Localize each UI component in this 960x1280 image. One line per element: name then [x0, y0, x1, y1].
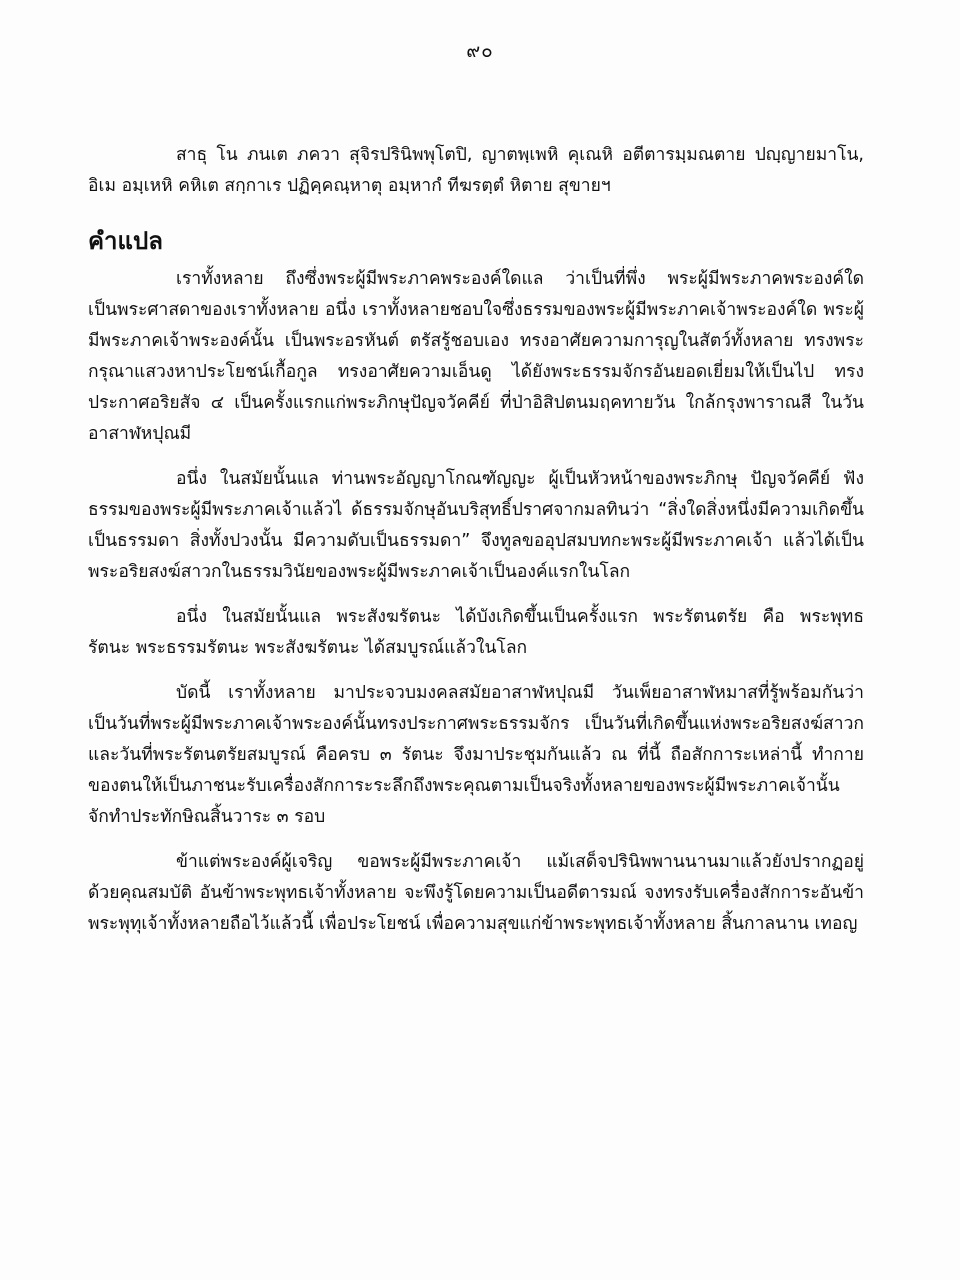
paragraph-line: บัดนี้ เราทั้งหลาย มาประจวบมงคลสมัยอาสาฬหปุณมี วันเพ็ยอาสาฬหมาสที่รู้พร้อมกันว่า: [176, 683, 864, 703]
paragraph-line: พระอริยสงฆ์สาวกในธรรมวินัยของพระผู้มีพระภาคเจ้าเป็นองค์แรกในโลก: [88, 562, 631, 582]
pali-line: สาธุ โน ภนเต ภควา สุจิรปรินิพพุโตปิ, ญาตพฺเพหิ คุเณหิ อตีตารมฺมณตาย ปญฺญายมาโน,: [176, 145, 864, 165]
paragraph: [88, 464, 864, 588]
paragraph-line: อาสาฬหปุณมี: [88, 424, 192, 444]
paragraph-line: ข้าแต่พระองค์ผู้เจริญ ขอพระผู้มีพระภาคเจ้า แม้เสด็จปรินิพพานนานมาแล้วยังปรากฏอยู่: [176, 852, 864, 872]
paragraph: [88, 847, 864, 940]
paragraph: [88, 264, 864, 450]
section-heading: คำแปล: [88, 227, 163, 255]
paragraph-line: เป็นธรรมดา สิ่งทั้งปวงนั้น มีความดับเป็นธรรมดา” จึงทูลขออุปสมบทกะพระผู้มีพระภาคเจ้า แล้วได้เป็น: [88, 531, 864, 551]
paragraph-line: ประกาศอริยสัจ ๔ เป็นครั้งแรกแก่พระภิกษุปัญจวัคคีย์ ที่ป่าอิสิปตนมฤคทายวัน ใกล้กรุงพาราณสี ในวัน: [88, 393, 864, 413]
pali-verse: [88, 140, 864, 202]
paragraph-line: และวันที่พระรัตนตรัยสมบูรณ์ คือครบ ๓ รัตนะ จึงมาประชุมกันแล้ว ณ ที่นี้ ถือสักการะเหล่านี้ ทำกาย: [88, 745, 864, 765]
paragraph-line: ของตนให้เป็นภาชนะรับเครื่องสักการะระลึกถึงพระคุณตามเป็นจริงทั้งหลายของพระผู้มีพระภาคเจ้านั้น: [88, 776, 840, 796]
paragraph-line: อนึ่ง ในสมัยนั้นแล ท่านพระอัญญาโกณฑัญญะ ผู้เป็นหัวหน้าของพระภิกษุ ปัญจวัคคีย์ ฟัง: [176, 469, 864, 489]
paragraph-line: อนึ่ง ในสมัยนั้นแล พระสังฆรัตนะ ได้บังเกิดขึ้นเป็นครั้งแรก พระรัตนตรัย คือ พระพุทธ: [176, 607, 864, 627]
paragraph: [88, 678, 864, 833]
paragraph-line: เราทั้งหลาย ถึงซึ่งพระผู้มีพระภาคพระองค์ใดแล ว่าเป็นที่พึ่ง พระผู้มีพระภาคพระองค์ใด: [176, 269, 864, 289]
paragraph-line: เป็นพระศาสดาของเราทั้งหลาย อนึ่ง เราทั้งหลายชอบใจซึ่งธรรมของพระผู้มีพระภาคเจ้าพระองค์ใด พระผู้: [88, 300, 864, 320]
paragraph-line: กรุณาแสวงหาประโยชน์เกื้อกูล ทรงอาศัยความเอ็นดู ได้ยังพระธรรมจักรอันยอดเยี่ยมให้เป็นไป ทรง: [88, 362, 864, 382]
paragraph-line: รัตนะ พระธรรมรัตนะ พระสังฆรัตนะ ได้สมบูรณ์แล้วในโลก: [88, 638, 528, 658]
paragraph-line: มีพระภาคเจ้าพระองค์นั้น เป็นพระอรหันต์ ตรัสรู้ชอบเอง ทรงอาศัยความการุญในสัตว์ทั้งหลาย ทรงพระ: [88, 331, 864, 351]
page-number: ๙๐: [466, 40, 494, 62]
paragraph-line: ด้วยคุณสมบัติ อันข้าพระพุทธเจ้าทั้งหลาย จะพึงรู้โดยความเป็นอดีตารมณ์ จงทรงรับเครื่องสักการะอันข้า: [88, 883, 864, 903]
paragraph-line: ธรรมของพระผู้มีพระภาคเจ้าแล้วไ ด้ธรรมจักษุอันบริสุทธิ์ปราศจากมลทินว่า “สิ่งใดสิ่งหนึ่งมีความเกิดขึ้น: [88, 500, 864, 520]
paragraph: [88, 602, 864, 664]
pali-line: อิเม อมฺเหหิ คหิเต สกฺกาเร ปฏิคฺคณฺหาตุ อมฺหากํ ทีฆรตฺตํ หิตาย สุขายฯ: [88, 176, 611, 196]
paragraph-line: พระพุทุเจ้าทั้งหลายถือไว้แล้วนี้ เพื่อประโยชน์ เพื่อความสุขแก่ข้าพระพุทธเจ้าทั้งหลาย สิ้นกาลนาน เทอญ: [88, 914, 858, 934]
paragraph-line: จักทำประทักษิณสิ้นวาระ ๓ รอบ: [88, 807, 326, 827]
paragraph-line: เป็นวันที่พระผู้มีพระภาคเจ้าพระองค์นั้นทรงประกาศพระธรรมจักร เป็นวันที่เกิดขึ้นแห่งพระอริยสงฆ์สาวก: [88, 714, 864, 734]
document-body: [88, 140, 864, 954]
